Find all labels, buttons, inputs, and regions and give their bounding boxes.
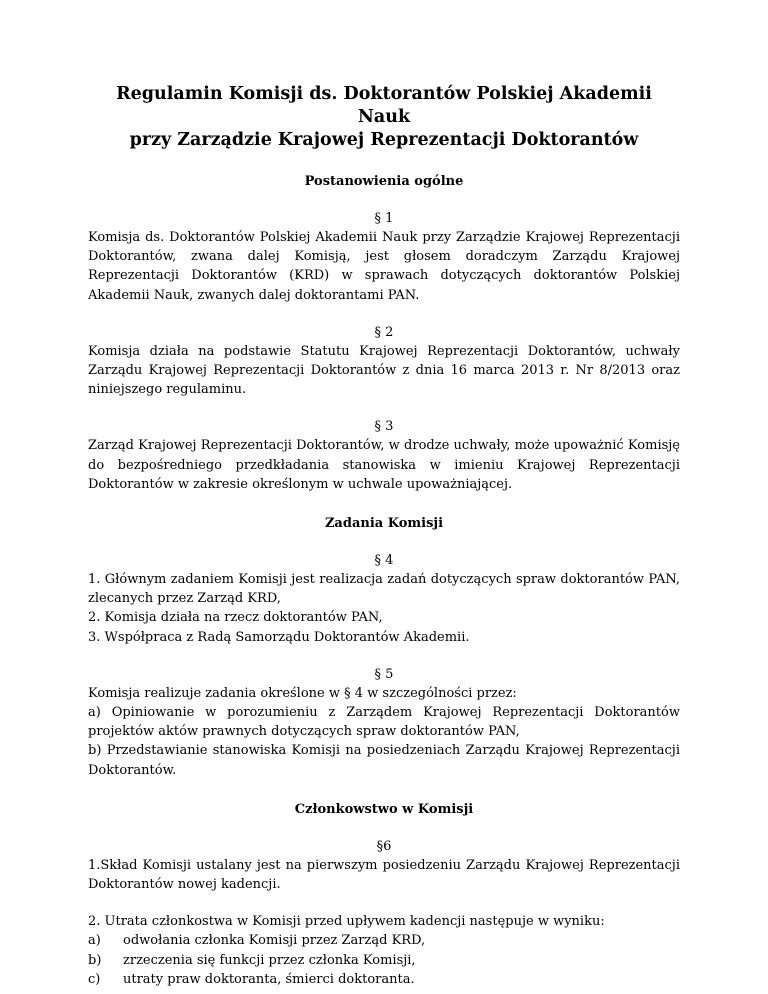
- document-title: [88, 83, 680, 152]
- list-item: [88, 931, 680, 950]
- paragraph-5-item-b: b) Przedstawianie stanowiska Komisji na posiedzeniach Zarządu Krajowej Reprezentacji Doktorantów.: [88, 743, 680, 778]
- paragraph-number-2: § 2: [374, 324, 394, 340]
- list-item-text: utraty praw doktoranta, śmierci doktoranta.: [123, 971, 415, 987]
- list-item-text: odwołania członka Komisji przez Zarząd KRD,: [123, 933, 426, 949]
- paragraph-number-5: § 5: [374, 666, 394, 682]
- list-item-letter: b): [88, 952, 102, 968]
- paragraph-1-text: Komisja ds. Doktorantów Polskiej Akademii Nauk przy Zarządzie Krajowej Reprezentacji Doktorantów, zwana dalej Komisją, jest głosem doradczym Zarządu Krajowej Reprezentacji Doktorantów (KRD) w sprawach dotyczących doktorantów Polskiej Akademii Nauk, zwanych dalej doktorantami PAN.: [88, 230, 680, 303]
- paragraph-4-item-2: 2. Komisja działa na rzecz doktorantów PAN,: [88, 610, 383, 626]
- document-page: [88, 83, 680, 989]
- paragraph-number-1: § 1: [374, 211, 394, 226]
- paragraph-2-text: Komisja działa na podstawie Statutu Krajowej Reprezentacji Doktorantów, uchwały Zarządu Krajowej Reprezentacji Doktorantów z dnia 16 marca 2013 r. Nr 8/2013 oraz niniejszego regulaminu.: [88, 343, 680, 398]
- paragraph-6-item-1: 1.Skład Komisji ustalany jest na pierwszym posiedzeniu Zarządu Krajowej Reprezentacji Doktorantów nowej kadencji.: [88, 857, 680, 893]
- paragraph-6-item-2: 2. Utrata członkostwa w Komisji przed upływem kadencji następuje w wyniku:: [88, 914, 605, 930]
- list-item-letter: c): [88, 971, 101, 987]
- title-line-2: przy Zarządzie Krajowej Reprezentacji Doktorantów: [129, 130, 639, 150]
- title-line-1: Regulamin Komisji ds. Doktorantów Polskiej Akademii Nauk: [116, 84, 652, 127]
- section-heading-tasks: Zadania Komisji: [324, 516, 444, 532]
- paragraph-4-item-3: 3. Współpraca z Radą Samorządu Doktorantów Akademii.: [88, 629, 470, 645]
- section-heading-membership: Członkowstwo w Komisji: [294, 801, 474, 817]
- paragraph-5-item-a: a) Opiniowanie w porozumieniu z Zarządem Krajowej Reprezentacji Doktorantów projektów aktów prawnych dotyczących spraw doktorantów PAN,: [88, 705, 680, 740]
- list-item: [88, 951, 680, 970]
- paragraph-4-item-1: 1. Głównym zadaniem Komisji jest realizacja zadań dotyczących spraw doktorantów PAN, zlecanych przez Zarząd KRD,: [88, 572, 680, 607]
- paragraph-5-intro: Komisja realizuje zadania określone w § 4 w szczególności przez:: [88, 685, 517, 701]
- list-item-text: zrzeczenia się funkcji przez członka Komisji,: [123, 952, 416, 968]
- paragraph-number-4: § 4: [374, 553, 394, 569]
- paragraph-3-text: Zarząd Krajowej Reprezentacji Doktorantów, w drodze uchwały, może upoważnić Komisję do bezpośredniego przedkładania stanowiska w imieniu Krajowej Reprezentacji Doktorantów w zakresie określonym w uchwale upoważniającej.: [88, 438, 680, 492]
- paragraph-number-3: § 3: [374, 419, 394, 435]
- list-item: [88, 970, 680, 989]
- list-item-letter: a): [88, 933, 101, 949]
- section-heading-general: Postanowienia ogólne: [304, 174, 464, 189]
- paragraph-number-6: §6: [376, 838, 392, 854]
